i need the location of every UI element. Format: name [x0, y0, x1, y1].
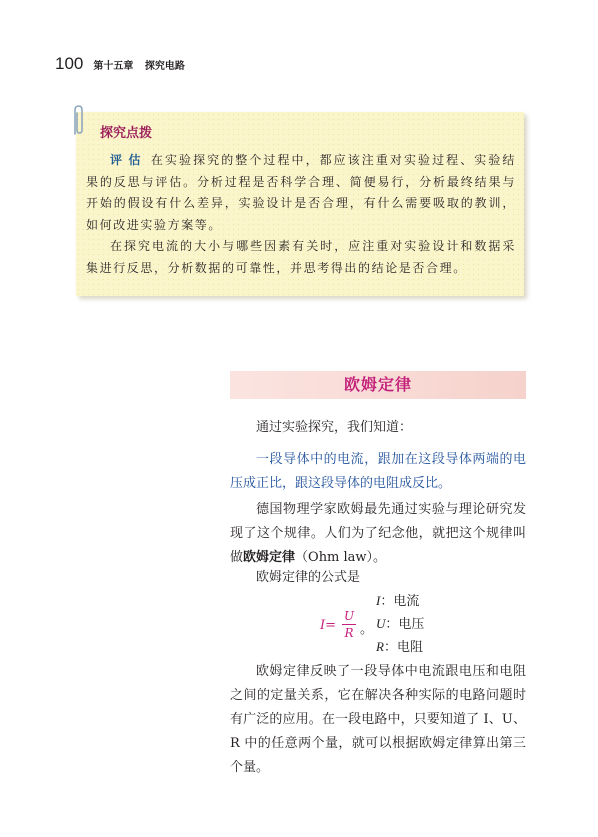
history-text-after: （Ohm law）。	[295, 550, 387, 565]
tip-paragraph-1-text: 在实验探究的整个过程中，都应该注重对实验过程、实验结果的反思与评估。分析过程是否科学合理、简便易行，分析最终结果与开始的假设有什么差异，实验设计是否合理，有什么需要吸取的教训，如何改进实验方案等。	[86, 153, 516, 232]
formula-fraction	[342, 608, 356, 641]
definition-symbol: U	[376, 616, 386, 631]
intro-text	[230, 416, 526, 440]
definition-voltage	[376, 613, 424, 636]
tip-paragraph-2: 在探究电流的大小与哪些因素有关时，应注重对实验设计和数据采集进行反思，分析数据的可靠性，并思考得出的结论是否合理。	[86, 239, 516, 275]
paperclip-icon	[70, 104, 86, 138]
tip-keyword: 评估	[110, 153, 147, 167]
definition-resistance	[376, 636, 424, 659]
section-heading-bar	[230, 371, 526, 399]
application-paragraph: 欧姆定律反映了一段导体中电流跟电压和电阻之间的定量关系，它在解决各种实际的电路问题时有广泛的应用。在一段电路中，只要知道了 I、U、R 中的任意两个量，就可以根据欧姆定律算出第三个量。	[230, 664, 526, 775]
law-statement	[230, 448, 526, 496]
law-paragraph: 一段导体中的电流，跟加在这段导体两端的电压成正比，跟这段导体的电阻成反比。	[230, 452, 526, 491]
formula-numerator: U	[343, 609, 355, 623]
history-text	[230, 498, 526, 570]
chapter-number: 第十五章	[93, 61, 134, 72]
formula-denominator: R	[344, 626, 354, 640]
tip-box	[76, 112, 524, 296]
formula-definitions	[376, 590, 424, 659]
intro-paragraph: 通过实验探究，我们知道：	[256, 420, 413, 435]
definition-meaning: ：电流	[380, 594, 420, 609]
definition-current	[376, 590, 424, 613]
tip-title: 探究点拨	[100, 126, 153, 141]
application-text	[230, 660, 526, 780]
page-header	[55, 54, 193, 74]
history-paragraph	[230, 498, 526, 570]
definition-meaning: ：电阻	[383, 640, 423, 655]
chapter-label	[93, 57, 192, 72]
chapter-title: 探究电路	[144, 61, 185, 72]
page-number: 100	[55, 54, 84, 73]
formula-suffix: 。	[360, 622, 374, 637]
definition-meaning: ：电压	[385, 617, 425, 632]
tip-text	[86, 150, 516, 279]
definition-symbol: I	[376, 593, 381, 608]
tip-paragraph-1	[86, 150, 516, 236]
formula-lhs: I=	[320, 618, 337, 633]
definition-symbol: R	[376, 639, 384, 654]
ohm-law-term: 欧姆定律	[243, 550, 296, 565]
section-title: 欧姆定律	[343, 375, 412, 394]
history-text-before: 德国物理学家欧姆最先通过实验与理论研究发现了这个规律。人们为了纪念他，就把这个规律叫做	[230, 502, 526, 565]
formula-intro-paragraph: 欧姆定律的公式是	[256, 570, 361, 585]
formula-intro	[230, 566, 526, 590]
